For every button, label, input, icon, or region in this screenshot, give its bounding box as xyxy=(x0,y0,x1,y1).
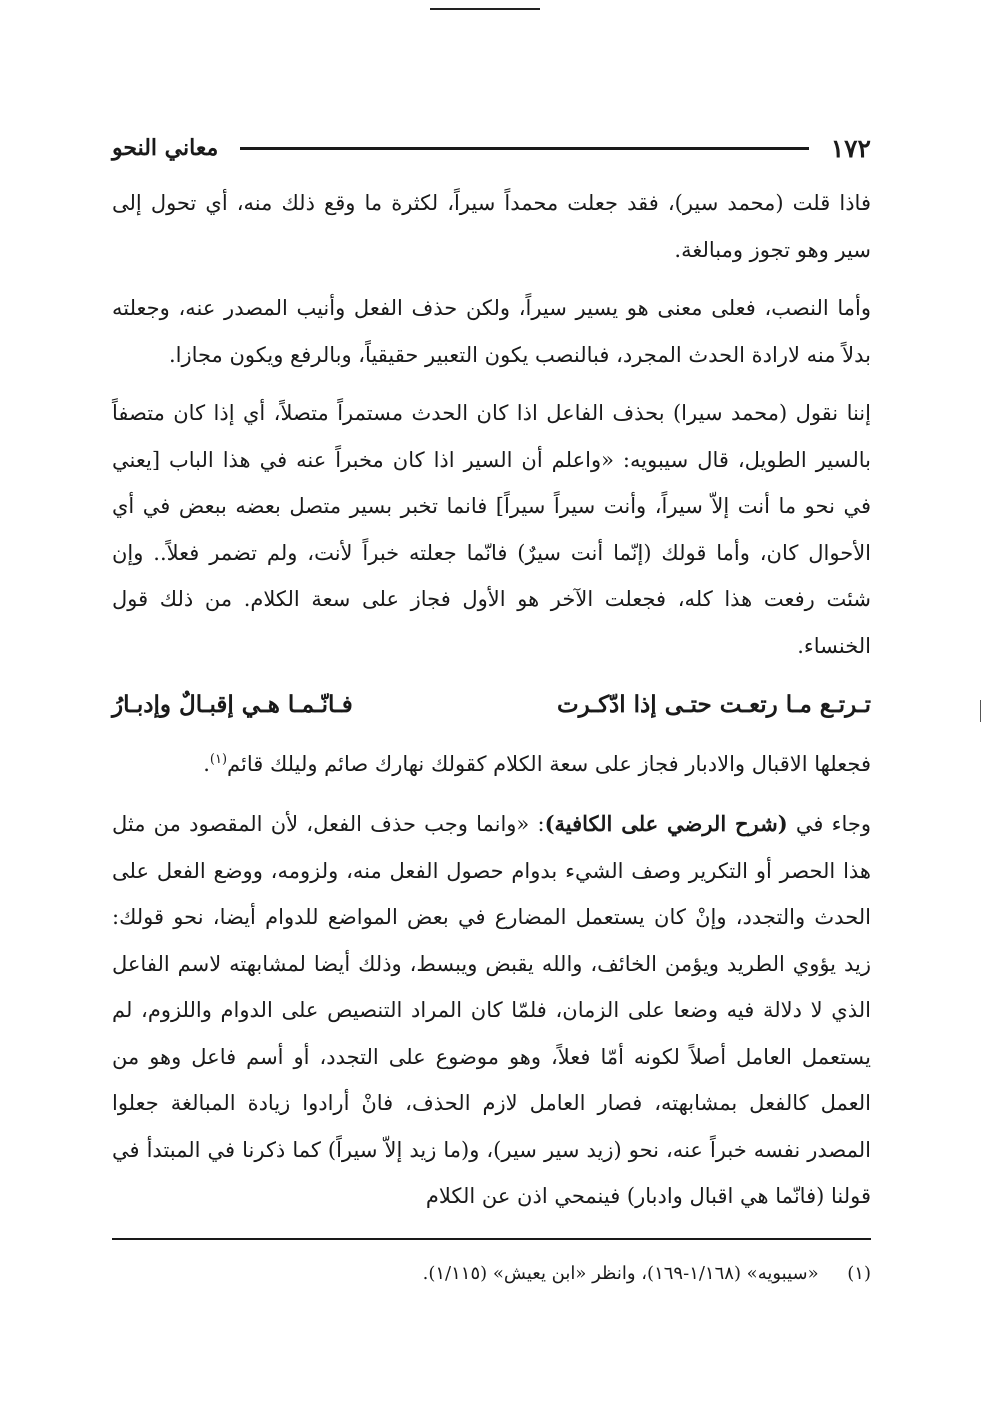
footnote-marker: (١) xyxy=(847,1263,871,1284)
footnote-reference-1[interactable]: (١) xyxy=(209,752,228,767)
cited-source-title: (شرح الرضي على الكافية) xyxy=(544,811,788,836)
poetry-verse xyxy=(112,681,871,729)
paragraph-1: فاذا قلت (محمد سير)، فقد جعلت محمداً سيراً، لكثرة ما وقع ذلك منه، أي تحول إلى سير وهو تجوز ومبالغة. xyxy=(112,191,871,262)
paragraph-2: وأما النصب، فعلى معنى هو يسير سيراً، ولكن حذف الفعل وأنيب المصدر عنه، وجعلته بدلاً منه لارادة الحدث المجرد، فبالنصب يكون التعبير حقيقياً، وبالرفع ويكون مجازا. xyxy=(112,296,871,367)
page-number: ١٧٢ xyxy=(830,133,871,163)
verse-commentary-end: . xyxy=(203,752,210,776)
verse-commentary xyxy=(112,741,871,787)
paragraph-4-text: : «وانما وجب حذف الفعل، لأن المقصود من مثل هذا الحصر أو التكرير وصف الشيء بدوام حصول الفعل منه، ولزومه، ووضع الفعل على الحدث والتجدد، وإنْ كان يستعمل المضارع في بعض المواضع للدوام أيضا، نحو قولك: زيد يؤوي الطريد ويؤمن الخائف، والله يقبض ويبسط، وذلك أيضا لمشابهته لاسم الفاعل الذي لا دلالة فيه وضعا على الزمان، فلمّا كان المراد التنصيص على الدوام واللزوم، لم يستعمل العامل أصلاً لكونه أمّا فعلاً، وهو موضوع على التجدد، أو أسم فاعل وهو من العمل كالفعل بمشابهته، فصار العامل لازم الحذف، فانْ أرادوا زيادة المبالغة جعلوا المصدر نفسه خبراً عنه، نحو (زيد سير سير)، و(ما زيد إلاّ سيراً) كما ذكرنا في المبتدأ في قولنا (فانّما هي اقبال وادبار) فينمحي اذن عن الكلام xyxy=(112,812,871,1208)
top-edge-rule xyxy=(430,8,540,10)
paragraph-3: إننا نقول (محمد سيرا) بحذف الفاعل اذا كان الحدث مستمراً متصلاً، أي إذا كان متصفاً بالسير الطويل، قال سيبويه: «واعلم أن السير اذا كان مخبراً عنه في هذا الباب [يعني في نحو ما أنت إلاّ سيراً، وأنت سيراً سيراً] فانما تخبر بسير متصل بعضه ببعض في أي الأحوال كان، وأما قولك (إنّما أنت سيرٌ) فانّما جعلته خبراً لأنت، ولم تضمر فعلاً.. وإن شئت رفعت هذا كله، فجعلت الآخر هو الأول فجاز على سعة الكلام. من ذلك قول الخنساء. xyxy=(112,401,872,658)
footnote-text: «سيبويه» (١/١٦٨-١٦٩)، وانظر «ابن يعيش» (١/١١٥). xyxy=(422,1263,819,1284)
main-text xyxy=(112,180,871,1232)
paragraph-4 xyxy=(112,801,871,1220)
scan-edge-mark xyxy=(980,700,981,722)
paragraph-4-lead: وجاء في xyxy=(787,812,871,836)
verse-commentary-text: فجعلها الاقبال والادبار فجاز على سعة الكلام كقولك نهارك صائم وليلك قائم xyxy=(227,752,871,776)
page-header xyxy=(112,128,871,168)
header-rule xyxy=(240,147,808,150)
verse-first-hemistich: تـرتـع مـا رتعـت حتـى إذا ادّكـرت xyxy=(557,691,871,718)
footnote-separator xyxy=(112,1238,871,1240)
footnote-1 xyxy=(112,1258,871,1290)
verse-second-hemistich: فـانّـمـا هـي إقبـالٌ وإدبـارُ xyxy=(112,691,353,718)
running-title: معاني النحو xyxy=(112,135,219,161)
